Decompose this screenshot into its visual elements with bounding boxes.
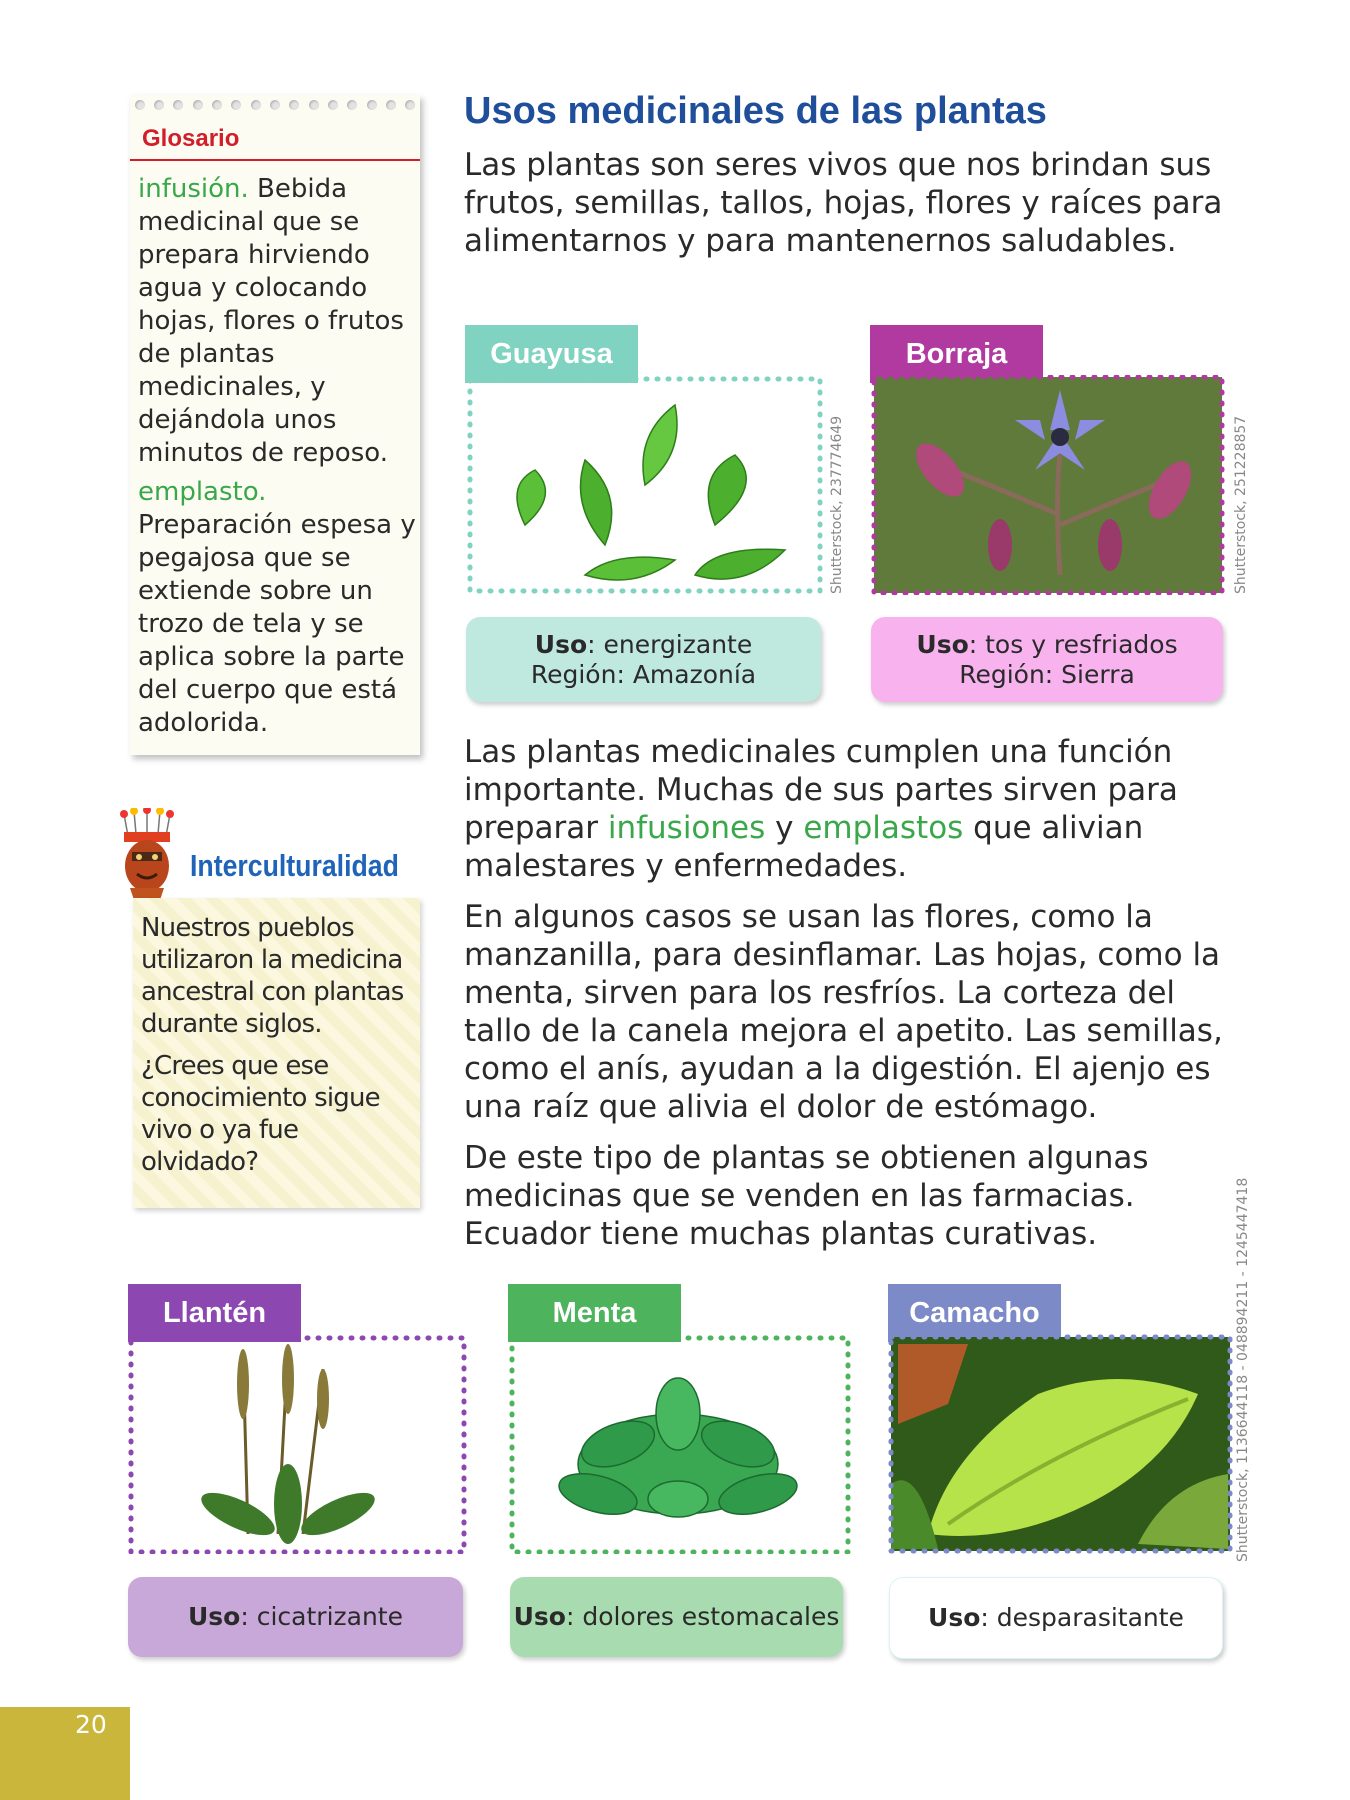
text-run: y — [765, 810, 804, 846]
glossary-term: infusión. — [138, 174, 249, 204]
interculturalidad-box — [133, 898, 420, 1208]
borraja-frame — [870, 375, 1225, 595]
use-label: Uso — [188, 1602, 241, 1631]
plant-name: Guayusa — [490, 337, 613, 370]
camacho-use-box — [889, 1577, 1223, 1659]
plant-name: Camacho — [909, 1296, 1040, 1329]
use-value: : tos y resfriados — [968, 629, 1178, 659]
use-line — [128, 1602, 463, 1632]
use-line — [466, 630, 821, 660]
text-run: que alivian malestares y enfermedades. — [464, 810, 1144, 884]
use-value: : dolores estomacales — [565, 1602, 840, 1631]
interculturalidad-title: Interculturalidad — [190, 848, 399, 883]
interculturalidad-body — [141, 912, 419, 1188]
use-label: Uso — [916, 629, 969, 659]
llanten-frame — [128, 1334, 468, 1554]
plant-name: Borraja — [905, 337, 1008, 370]
glossary-entry — [138, 476, 416, 740]
use-value: : energizante — [587, 629, 753, 659]
interculturalidad-question: ¿Crees que ese conocimiento sigue vivo o ya fue olvidado? — [141, 1051, 380, 1177]
glossary-body — [138, 173, 416, 746]
llanten-plant-icon — [196, 1344, 380, 1544]
guayusa-frame — [465, 375, 825, 595]
use-line — [871, 630, 1223, 660]
text-run: Las plantas medicinales cumplen una función importante. Muchas de sus partes sirven para preparar — [464, 734, 1178, 846]
region-line: Región: Sierra — [959, 659, 1135, 689]
use-value: : cicatrizante — [240, 1602, 403, 1631]
page-number-bar — [0, 1707, 130, 1800]
glossary-divider — [130, 159, 420, 161]
interculturalidad-text: Nuestros pueblos utilizaron la medicina ancestral con plantas durante siglos. — [141, 913, 404, 1039]
plant-name: Llantén — [162, 1296, 267, 1329]
use-label: Uso — [513, 1602, 566, 1631]
mask-icon — [118, 808, 176, 908]
glossary-title: Glosario — [142, 125, 240, 152]
glossary-definition: Bebida medicinal que se prepara hirviendo agua y colocando hojas, flores o frutos de plantas medicinales, y dejándola unos minutos de reposo. — [138, 174, 404, 468]
glossary-definition: Preparación espesa y pegajosa que se extiende sobre un trozo de tela y se aplica sobre la parte del cuerpo que está adolorida. — [138, 510, 416, 738]
paragraph-medicines — [464, 1139, 1224, 1253]
paragraph-uses — [464, 733, 1224, 885]
camacho-frame — [888, 1334, 1233, 1554]
paragraph-examples — [464, 898, 1224, 1126]
use-label: Uso — [534, 629, 588, 659]
use-value: : desparasitante — [980, 1603, 1184, 1632]
menta-frame — [508, 1334, 853, 1554]
use-label: Uso — [928, 1603, 981, 1632]
menta-use-box — [510, 1577, 843, 1657]
glossary-term: emplasto. — [138, 477, 267, 507]
photo-credit: Shutterstock, 1136644118 - 048894211 - 1245447418 — [1235, 1177, 1251, 1562]
region-line: Región: Amazonía — [530, 659, 757, 689]
page-title: Usos medicinales de las plantas — [464, 90, 1047, 132]
plant-name: Menta — [552, 1296, 637, 1329]
paragraph-examples-text: En algunos casos se usan las flores, como la manzanilla, para desinflamar. Las hojas, como la menta, sirven para los resfríos. La corteza del tallo de la canela mejora el apetito. Las semillas, como el anís, ayudan a la digestión. El ajenjo es una raíz que alivia el dolor de estómago. — [464, 899, 1223, 1125]
intro-paragraph — [464, 146, 1224, 260]
paragraph-medicines-text: De este tipo de plantas se obtienen algunas medicinas que se venden en las farmacias. Ecuador tiene muchas plantas curativas. — [464, 1140, 1149, 1252]
glossary-card — [130, 95, 420, 755]
guayusa-leaves-icon — [517, 405, 785, 580]
use-line — [890, 1603, 1222, 1633]
page-number: 20 — [75, 1710, 107, 1739]
keyword-emplastos: emplastos — [803, 810, 964, 846]
spiral-rings — [130, 95, 420, 115]
intro-text: Las plantas son seres vivos que nos brindan sus frutos, semillas, tallos, hojas, flores y raíces para alimentarnos y para mantenernos saludables. — [464, 147, 1223, 259]
menta-leaves-icon — [555, 1378, 802, 1522]
borraja-use-box — [871, 617, 1223, 702]
guayusa-use-box — [466, 617, 821, 702]
photo-credit: Shutterstock, 237774649 — [829, 415, 845, 594]
paragraph-uses-text — [464, 733, 1224, 885]
keyword-infusiones: infusiones — [607, 810, 766, 846]
glossary-entry — [138, 173, 416, 470]
llanten-use-box — [128, 1577, 463, 1657]
photo-credit: Shutterstock, 251228857 — [1233, 415, 1249, 594]
use-line — [510, 1602, 843, 1632]
